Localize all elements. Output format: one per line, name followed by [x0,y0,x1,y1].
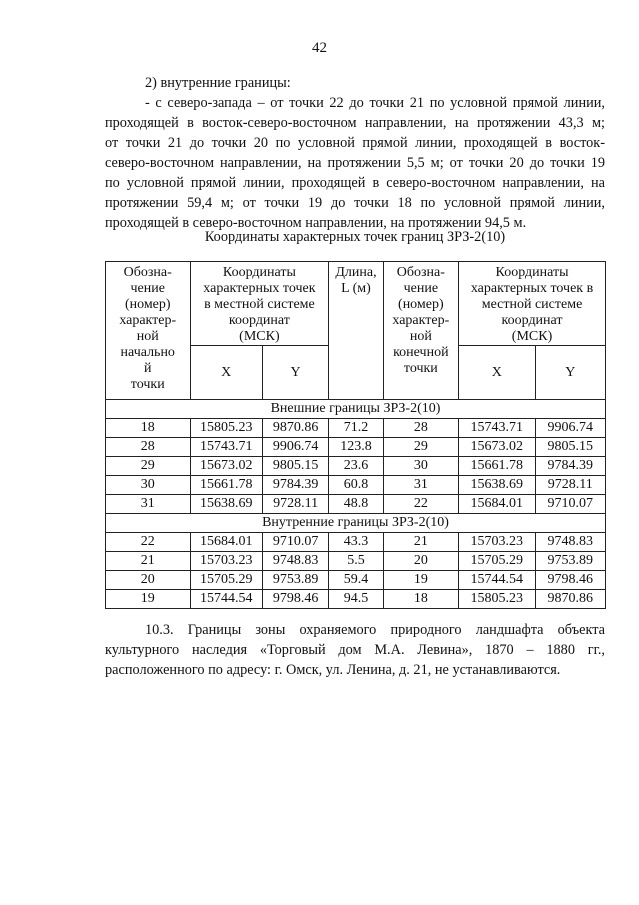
table-row [106,419,606,438]
header-x: X [190,346,262,400]
table-cell: 21 [383,533,458,552]
table-row [106,590,606,609]
table-cell: 9784.39 [262,476,328,495]
header-end-point: Обозна- чение (номер) характер- ной конечной точки [383,262,458,400]
table-cell: 15684.01 [190,533,262,552]
table-cell: 28 [106,438,191,457]
table-cell: 31 [106,495,191,514]
table-cell: 22 [383,495,458,514]
section-label: Внешние границы ЗРЗ-2(10) [106,400,606,419]
table-cell: 15661.78 [190,476,262,495]
table-cell: 43.3 [329,533,383,552]
table-cell: 9748.83 [535,533,605,552]
table-row [106,495,606,514]
header-x: X [459,346,535,400]
text-line: проходящей в северо-восточном направлении, на протяжении 94,5 м. [105,215,527,231]
table-cell: 15744.54 [459,571,535,590]
table-title: Координаты характерных точек границ ЗРЗ-2(10) [204,229,506,245]
table-cell: 9805.15 [535,438,605,457]
table-row [106,571,606,590]
table-cell: 9753.89 [535,552,605,571]
header-y: Y [535,346,605,400]
table-cell: 15805.23 [459,590,535,609]
text-line: по условной прямой линии, проходящей в северо-восточном направлении, на [105,175,605,191]
text-line: расположенного по адресу: г. Омск, ул. Ленина, д. 21, не устанавливаются. [105,662,561,678]
table-row [106,552,606,571]
text-line: северо-восточном направлении, на протяжении 5,5 м; от точки 20 до точки 19 [105,155,605,171]
table-cell: 21 [106,552,191,571]
table-cell: 19 [106,590,191,609]
table-cell: 123.8 [329,438,383,457]
intro-paragraph [105,73,605,233]
table-header-row [106,262,606,346]
text-line: от точки 21 до точки 20 по условной прямой линии, проходящей в восток- [105,135,605,151]
table-cell: 15705.29 [459,552,535,571]
table-cell: 15673.02 [459,438,535,457]
table-cell: 30 [106,476,191,495]
table-cell: 29 [383,438,458,457]
table-cell: 30 [383,457,458,476]
header-y: Y [262,346,328,400]
table-cell: 15743.71 [190,438,262,457]
header-coords-end: Координаты характерных точек в местной системе координат (МСК) [459,262,606,346]
table-cell: 59.4 [329,571,383,590]
table-row [106,438,606,457]
table-cell: 29 [106,457,191,476]
coordinates-table [105,261,606,609]
table-cell: 9870.86 [535,590,605,609]
table-cell: 9805.15 [262,457,328,476]
header-coords-start: Координаты характерных точек в местной системе координат (МСК) [190,262,329,346]
table-cell: 28 [383,419,458,438]
text-line: проходящей в восток-северо-восточном направлении, на протяжении 43,3 м; [105,115,605,131]
text-line: культурного наследия «Торговый дом М.А. Левина», 1870 – 1880 гг., [105,642,605,658]
table-cell: 15673.02 [190,457,262,476]
section-row [106,514,606,533]
table-cell: 15684.01 [459,495,535,514]
header-length: Длина, L (м) [329,262,383,400]
table-cell: 19 [383,571,458,590]
table-body [106,400,606,609]
table-row [106,476,606,495]
table-cell: 9798.46 [262,590,328,609]
page-number: 42 [312,40,327,56]
table-cell: 9906.74 [535,419,605,438]
header-start-point: Обозна- чение (номер) характер- ной начально й точки [106,262,191,400]
table-cell: 9753.89 [262,571,328,590]
table-cell: 9728.11 [535,476,605,495]
table-cell: 15638.69 [190,495,262,514]
section-row [106,400,606,419]
table-cell: 9798.46 [535,571,605,590]
table-cell: 15703.23 [459,533,535,552]
table-cell: 9906.74 [262,438,328,457]
text-line: - с северо-запада – от точки 22 до точки 21 по условной прямой линии, [145,95,605,111]
table-cell: 20 [383,552,458,571]
table-cell: 18 [383,590,458,609]
section-label: Внутренние границы ЗРЗ-2(10) [106,514,606,533]
table-cell: 15805.23 [190,419,262,438]
table-cell: 94.5 [329,590,383,609]
table-cell: 23.6 [329,457,383,476]
table-cell: 9870.86 [262,419,328,438]
text-line: протяжении 59,4 м; от точки 19 до точки 18 по условной прямой линии, [105,195,605,211]
table-cell: 48.8 [329,495,383,514]
table-cell: 22 [106,533,191,552]
text-line: 10.3. Границы зоны охраняемого природного ландшафта объекта [145,622,605,638]
table-cell: 15744.54 [190,590,262,609]
table-cell: 5.5 [329,552,383,571]
closing-paragraph [105,620,605,680]
table-cell: 9748.83 [262,552,328,571]
table-cell: 9710.07 [262,533,328,552]
table-cell: 15703.23 [190,552,262,571]
table-cell: 9710.07 [535,495,605,514]
text-line: 2) внутренние границы: [145,75,291,91]
table-cell: 15743.71 [459,419,535,438]
table-cell: 18 [106,419,191,438]
table-row [106,533,606,552]
table-cell: 15705.29 [190,571,262,590]
table-cell: 71.2 [329,419,383,438]
table-cell: 9784.39 [535,457,605,476]
table-cell: 15661.78 [459,457,535,476]
table-row [106,457,606,476]
table-cell: 15638.69 [459,476,535,495]
table-cell: 9728.11 [262,495,328,514]
table-cell: 60.8 [329,476,383,495]
table-cell: 20 [106,571,191,590]
table-cell: 31 [383,476,458,495]
